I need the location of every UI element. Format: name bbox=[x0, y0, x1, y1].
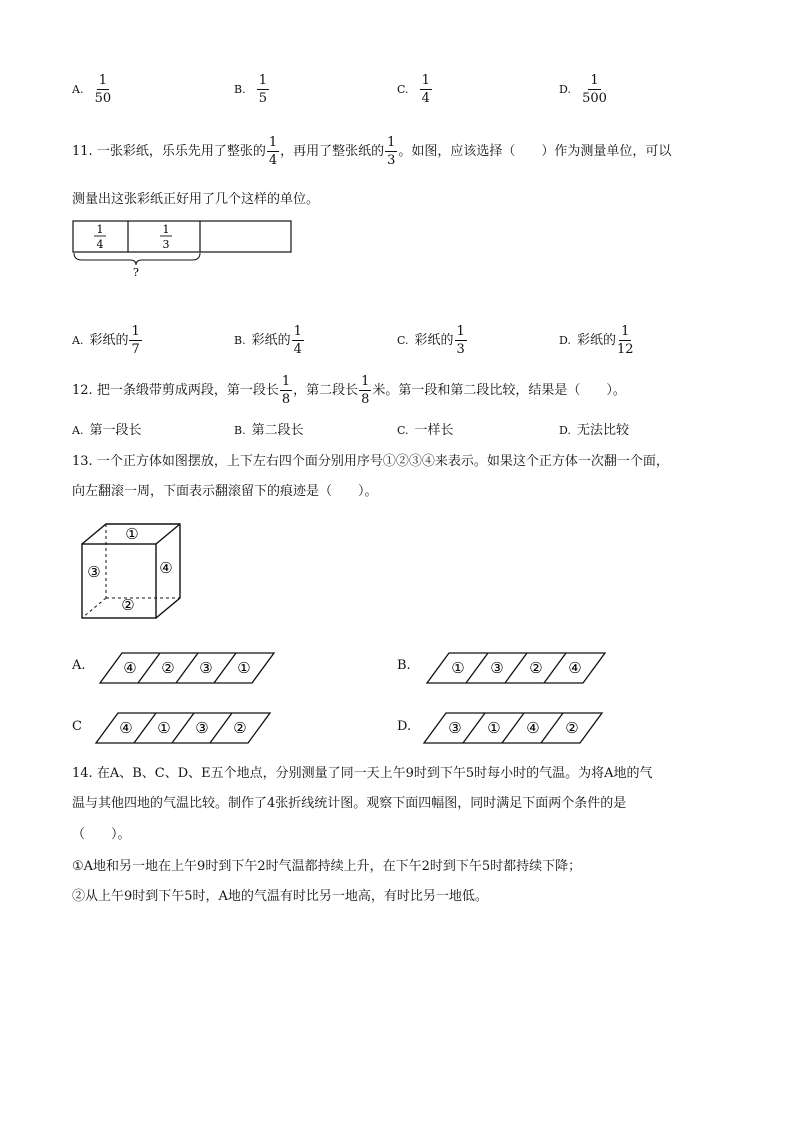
option-text: 第二段长 bbox=[251, 423, 304, 438]
strip-face: ④ bbox=[526, 719, 540, 737]
denominator: 5 bbox=[258, 91, 268, 106]
cube-hidden-edge bbox=[82, 598, 106, 618]
fraction bbox=[95, 74, 112, 105]
stem-text: 把一条缎带剪成两段，第一段长 bbox=[96, 383, 279, 398]
option-text: 彩纸的 bbox=[414, 333, 454, 348]
q11-stem-line1 bbox=[72, 136, 671, 167]
numerator: 1 bbox=[268, 135, 278, 150]
option-text: 第一段长 bbox=[89, 423, 142, 438]
strip-divider bbox=[214, 653, 236, 683]
question-number: 13. bbox=[72, 454, 93, 469]
strip-divider bbox=[176, 653, 198, 683]
denominator: 3 bbox=[387, 153, 396, 168]
strip-divider bbox=[210, 713, 232, 743]
q14-condition-2: ②从上午9时到下午5时，A地的气温有时比另一地高，有时比另一地低。 bbox=[72, 889, 488, 904]
q11-paper-diagram bbox=[72, 218, 294, 282]
numerator: 1 bbox=[361, 374, 370, 389]
q13-stem-line2: 向左翻滚一周，下面表示翻滚留下的痕迹是（ ）。 bbox=[72, 484, 378, 499]
cube-face-left: ③ bbox=[87, 563, 101, 581]
cell2-denominator: 3 bbox=[162, 238, 170, 251]
question-number: 11. bbox=[72, 144, 93, 159]
denominator: 3 bbox=[456, 342, 465, 357]
cube-edge bbox=[156, 524, 180, 544]
fraction bbox=[129, 325, 141, 356]
strip-face: ③ bbox=[448, 719, 462, 737]
strip-divider bbox=[502, 713, 524, 743]
question-number: 12. bbox=[72, 383, 93, 398]
denominator: 500 bbox=[582, 91, 607, 106]
strip-divider bbox=[463, 713, 485, 743]
stem-text: 。如图，应该选择（ ）作为测量单位，可以 bbox=[398, 144, 672, 159]
option-letter: C. bbox=[397, 334, 409, 347]
paper-strip bbox=[73, 221, 291, 252]
option-text: 彩纸的 bbox=[576, 333, 616, 348]
q12-option-d[interactable] bbox=[559, 422, 629, 440]
cell1-numerator: 1 bbox=[96, 223, 104, 236]
strip-face: ③ bbox=[199, 659, 213, 677]
strip-face: ① bbox=[237, 659, 251, 677]
q14-stem-line2: 温与其他四地的气温比较。制作了4张折线统计图。观察下面四幅图，同时满足下面两个条件的是 bbox=[72, 796, 627, 811]
cube-face-right: ④ bbox=[159, 559, 173, 577]
fraction bbox=[267, 136, 279, 167]
brace bbox=[74, 253, 200, 265]
option-letter: B. bbox=[234, 83, 246, 96]
option-letter: B. bbox=[234, 424, 246, 437]
strip-face: ③ bbox=[195, 719, 209, 737]
q10-option-d[interactable] bbox=[559, 74, 608, 105]
strip-face: ② bbox=[565, 719, 579, 737]
strip-face: ③ bbox=[490, 659, 504, 677]
denominator: 4 bbox=[421, 91, 430, 106]
q13-option-c-strip[interactable] bbox=[94, 710, 274, 746]
strip-divider bbox=[544, 653, 566, 683]
numerator: 1 bbox=[421, 73, 430, 88]
denominator: 12 bbox=[616, 342, 634, 357]
fraction bbox=[257, 74, 269, 105]
option-text: 无法比较 bbox=[576, 423, 629, 438]
option-letter: A. bbox=[72, 83, 84, 96]
numerator: 1 bbox=[387, 135, 396, 150]
fraction bbox=[292, 325, 304, 356]
strip-face: ④ bbox=[119, 719, 133, 737]
stem-text: 一个正方体如图摆放，上下左右四个面分别用序号①②③④来表示。如果这个正方体一次翻一个面， bbox=[96, 454, 669, 469]
q13-cube-diagram bbox=[78, 520, 184, 624]
q13-option-b-letter: B. bbox=[397, 658, 411, 673]
fraction bbox=[385, 136, 397, 167]
stem-text: 一张彩纸，乐乐先用了整张的 bbox=[96, 144, 266, 159]
stem-text: 在A、B、C、D、E五个地点，分别测量了同一天上午9时到下午5时每小时的气温。为将A地的气 bbox=[96, 766, 653, 781]
q13-option-d-strip[interactable] bbox=[422, 710, 606, 746]
strip-divider bbox=[541, 713, 563, 743]
strip-face: ④ bbox=[123, 659, 137, 677]
strip-divider bbox=[505, 653, 527, 683]
option-letter: B. bbox=[234, 334, 246, 347]
denominator: 8 bbox=[281, 392, 291, 407]
strip-face: ① bbox=[451, 659, 465, 677]
stem-text: ，第二段长 bbox=[293, 383, 359, 398]
q11-option-c[interactable] bbox=[397, 325, 468, 356]
strip-face: ② bbox=[529, 659, 543, 677]
option-text: 一样长 bbox=[414, 423, 454, 438]
q11-option-b[interactable] bbox=[234, 325, 305, 356]
q11-stem-line2: 测量出这张彩纸正好用了几个这样的单位。 bbox=[72, 192, 320, 207]
q13-option-a-letter: A. bbox=[72, 658, 86, 673]
strip-divider bbox=[134, 713, 156, 743]
q12-option-b[interactable] bbox=[234, 422, 304, 440]
q14-condition-1: ①A地和另一地在上午9时到下午2时气温都持续上升，在下午2时到下午5时都持续下降； bbox=[72, 859, 582, 874]
strip-face: ④ bbox=[568, 659, 582, 677]
strip-divider bbox=[466, 653, 488, 683]
question-number: 14. bbox=[72, 766, 93, 781]
option-letter: D. bbox=[559, 83, 571, 96]
q12-option-c[interactable] bbox=[397, 422, 454, 440]
option-text: 彩纸的 bbox=[89, 333, 129, 348]
fraction bbox=[617, 325, 634, 356]
strip-face: ② bbox=[161, 659, 175, 677]
q14-answer-blank: （ ）。 bbox=[72, 827, 131, 842]
denominator: 8 bbox=[361, 392, 370, 407]
cube-face-bottom: ② bbox=[121, 596, 135, 614]
option-letter: A. bbox=[72, 424, 84, 437]
strip-face: ① bbox=[157, 719, 171, 737]
q13-option-d-letter: D. bbox=[397, 719, 412, 734]
denominator: 4 bbox=[268, 153, 278, 168]
cube-face-top: ① bbox=[125, 525, 139, 543]
fraction bbox=[582, 74, 607, 105]
option-text: 彩纸的 bbox=[251, 333, 291, 348]
cube-front-face bbox=[82, 544, 156, 618]
q14-stem-line1 bbox=[72, 765, 653, 783]
numerator: 1 bbox=[456, 324, 465, 339]
q12-stem bbox=[72, 375, 626, 406]
stem-text: ，再用了整张纸的 bbox=[280, 144, 385, 159]
numerator: 1 bbox=[293, 324, 302, 339]
q10-option-b[interactable] bbox=[234, 74, 270, 105]
option-letter: A. bbox=[72, 334, 84, 347]
numerator: 1 bbox=[621, 324, 630, 339]
numerator: 1 bbox=[131, 324, 140, 339]
option-letter: D. bbox=[559, 424, 571, 437]
strip-divider bbox=[138, 653, 160, 683]
stem-text: 米。第一段和第二段比较，结果是（ ）。 bbox=[372, 383, 626, 398]
fraction bbox=[280, 375, 292, 406]
strip-face: ② bbox=[233, 719, 247, 737]
fraction bbox=[420, 74, 432, 105]
numerator: 1 bbox=[281, 374, 291, 389]
q13-stem-line1 bbox=[72, 453, 669, 471]
option-letter: C. bbox=[397, 83, 409, 96]
brace-label: ? bbox=[133, 266, 139, 279]
numerator: 1 bbox=[98, 73, 107, 88]
q10-option-a[interactable] bbox=[72, 74, 112, 105]
q13-option-a-strip[interactable] bbox=[98, 650, 278, 686]
q11-option-a[interactable] bbox=[72, 325, 143, 356]
strip-face: ① bbox=[487, 719, 501, 737]
numerator: 1 bbox=[258, 73, 268, 88]
option-letter: D. bbox=[559, 334, 571, 347]
q12-option-a[interactable] bbox=[72, 422, 141, 440]
q11-option-d[interactable] bbox=[559, 325, 635, 356]
q13-option-c-letter: C bbox=[72, 719, 82, 734]
denominator: 50 bbox=[94, 91, 112, 106]
option-letter: C. bbox=[397, 424, 409, 437]
denominator: 7 bbox=[131, 342, 140, 357]
denominator: 4 bbox=[293, 342, 302, 357]
q13-option-b-strip[interactable] bbox=[425, 650, 609, 686]
numerator: 1 bbox=[590, 73, 599, 88]
q10-option-c[interactable] bbox=[397, 74, 433, 105]
cell2-numerator: 1 bbox=[162, 223, 170, 236]
cell1-denominator: 4 bbox=[96, 238, 104, 251]
fraction bbox=[455, 325, 467, 356]
fraction bbox=[359, 375, 371, 406]
strip-divider bbox=[172, 713, 194, 743]
